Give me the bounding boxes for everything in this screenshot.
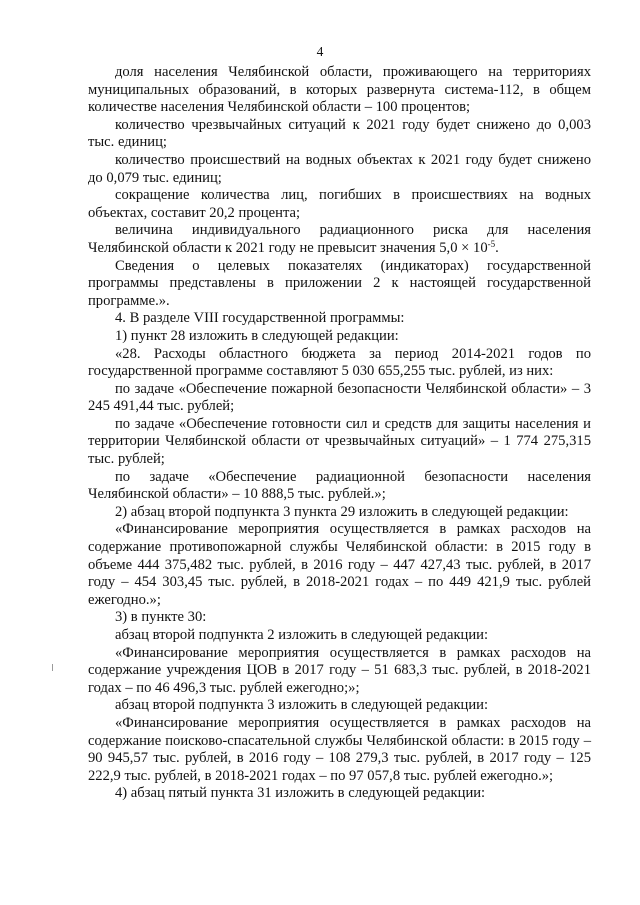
paragraph-population-share: доля населения Челябинской области, проживающего на территориях муниципальных образований, в которых развернута система-112, в общем количестве населения Челябинской области – 100 процентов; <box>88 64 591 116</box>
paragraph-emergency-readiness: по задаче «Обеспечение готовности сил и средств для защиты населения и территории Челябинской области от чрезвычайных ситуаций» – 1 774 275,315 тыс. рублей; <box>88 415 591 468</box>
paragraph-item-30-sub2-text: «Финансирование мероприятия осуществляется в рамках расходов на содержание учреждения ЦОВ в 2017 году – 51 683,3 тыс. рублей, в 2018-2021 годах – по 46 496,3 тыс. рублей ежегодно;»; <box>88 644 591 696</box>
paragraph-item-29-text: «Финансирование мероприятия осуществляется в рамках расходов на содержание противопожарной службы Челябинской области: в 2015 году в объеме 444 375,482 тыс. рублей, в 2016 году – 447 427,43 тыс. рублей, в 2017 году – 454 303,45 тыс. рублей, в 2018-2021 годах – по 449 421,9 тыс. рублей ежегодно.»; <box>88 521 591 608</box>
paragraph-item-28-text: «28. Расходы областного бюджета за период 2014-2021 годов по государственной программе составляют 5 030 655,255 тыс. рублей, из них: <box>88 345 591 380</box>
paragraph-item-30-sub2-intro: абзац второй подпункта 2 изложить в следующей редакции: <box>115 627 489 643</box>
paragraph-section-8: 4. В разделе VIII государственной программы: <box>115 310 405 327</box>
paragraph-water-incidents: количество происшествий на водных объектах к 2021 году будет снижено до 0,079 тыс. единиц; <box>88 151 591 186</box>
paragraph-target-indicators: Сведения о целевых показателях (индикаторах) государственной программы представлены в приложении 2 к настоящей государственной программе.». <box>88 257 591 309</box>
paragraph-item-28-intro: 1) пункт 28 изложить в следующей редакции: <box>115 327 399 344</box>
radiation-risk-text: величина индивидуального радиационного риска для населения Челябинской области к 2021 году не превысит значения 5,0 × 10 <box>88 222 591 256</box>
paragraph-item-30-sub3-text: «Финансирование мероприятия осуществляется в рамках расходов на содержание поисково-спасательной службы Челябинской области: в 2015 году – 90 945,57 тыс. рублей, в 2016 году – 108 279,3 тыс. рублей, в 2017 году – 125 222,9 тыс. рублей, в 2018-2021 годах – по 97 057,8 тыс. рублей ежегодно.»; <box>88 714 591 784</box>
radiation-risk-exponent: -5 <box>487 238 496 249</box>
paragraph-item-31-intro: 4) абзац пятый пункта 31 изложить в следующей редакции: <box>115 785 486 802</box>
paragraph-item-30-sub3-intro: абзац второй подпункта 3 изложить в следующей редакции: <box>115 697 489 714</box>
paragraph-radiation-safety: по задаче «Обеспечение радиационной безопасности населения Челябинской области» – 10 888,5 тыс. рублей.»; <box>88 468 591 503</box>
paragraph-radiation-risk <box>88 222 591 257</box>
paragraph-emergency-count: количество чрезвычайных ситуаций к 2021 году будет снижено до 0,003 тыс. единиц; <box>88 116 591 151</box>
paragraph-item-30-intro: 3) в пункте 30: <box>115 609 207 626</box>
page-number: 4 <box>316 44 324 59</box>
paragraph-water-deaths: сокращение количества лиц, погибших в происшествиях на водных объектах, составит 20,2 процента; <box>88 187 591 221</box>
body-text <box>88 64 591 803</box>
radiation-risk-tail: . <box>495 239 499 256</box>
margin-mark <box>52 664 53 671</box>
paragraph-item-29-intro: 2) абзац второй подпункта 3 пункта 29 изложить в следующей редакции: <box>115 503 569 520</box>
paragraph-fire-safety: по задаче «Обеспечение пожарной безопасности Челябинской области» – 3 245 491,44 тыс. рублей; <box>88 380 591 415</box>
